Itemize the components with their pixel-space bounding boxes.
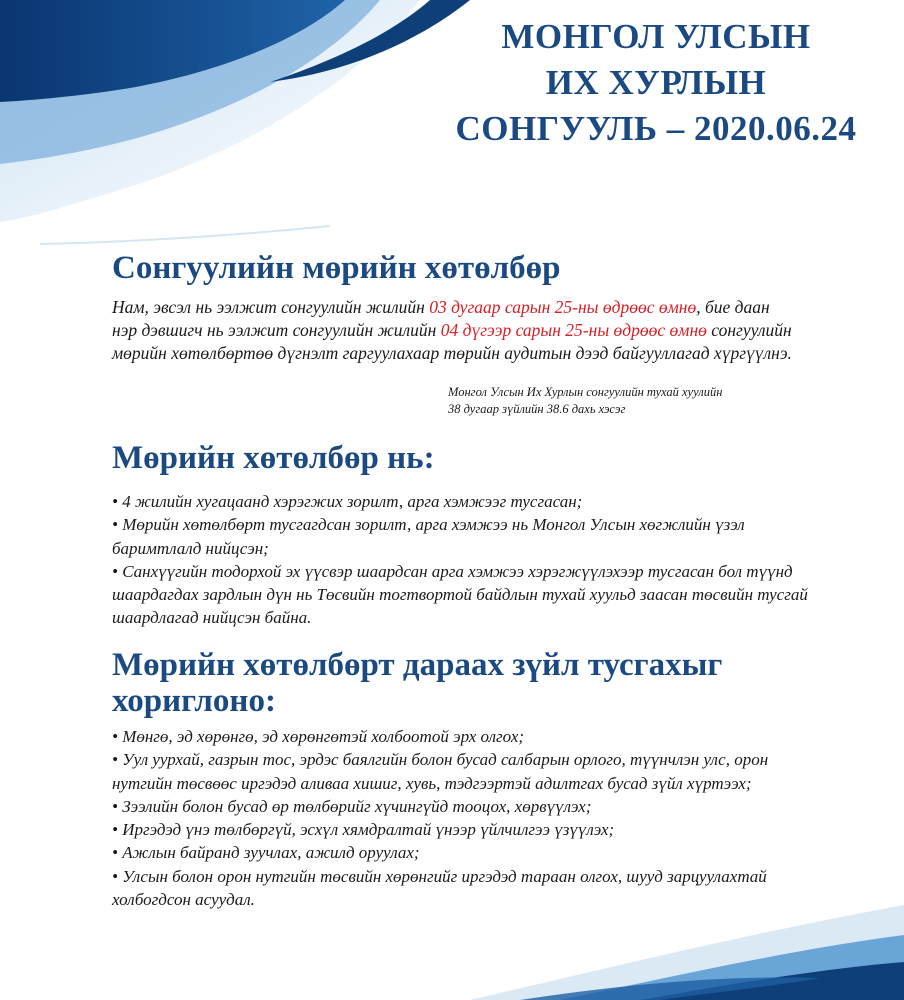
prohibitions-list: [112, 725, 812, 911]
candidate-deadline-highlight: 04 дүгээр сарын 25-ны өдрөөс өмнө: [440, 320, 707, 340]
para-text-3: сонгуулийн мөрийн хөтөлбөртөө дүгнэлт гаргуулахаар төрийн аудитын дээд байгууллагад хүргүүлнэ.: [112, 320, 792, 363]
citation-line-2: 38 дугаар зүйлийн 38.6 дахь хэсэг: [448, 402, 626, 416]
party-deadline-highlight: 03 дугаар сарын 25-ны өдрөөс өмнө: [429, 297, 697, 317]
page-title: [420, 14, 892, 152]
requirements-list: [112, 490, 812, 630]
para-text-1: Нам, эвсэл нь ээлжит сонгуулийн жилийн: [112, 297, 430, 317]
list-item: • Мөрийн хөтөлбөрт тусгагдсан зорилт, арга хэмжээ нь Монгол Улсын хөгжлийн үзэл баримтлалд нийцсэн;: [112, 515, 745, 558]
para-text-2: , бие даан нэр дэвшигч нь ээлжит сонгуулийн жилийн: [112, 297, 770, 340]
title-line-3: СОНГУУЛЬ – 2020.06.24: [455, 109, 857, 148]
citation-line-1: Монгол Улсын Их Хурлын сонгуулийн тухай хуулийн: [448, 385, 723, 399]
section-heading-platform: Сонгуулийн мөрийн хөтөлбөр: [112, 250, 561, 286]
list-item: • Зээлийн болон бусад өр төлбөрийг хүчингүйд тооцох, хөрвүүлэх;: [112, 796, 592, 816]
list-item: • Ажлын байранд зуучлах, ажилд оруулах;: [112, 843, 420, 863]
list-item: • Санхүүгийн тодорхой эх үүсвэр шаардсан арга хэмжээ хэрэгжүүлэхээр тусгасан бол түүнд шаардагдах зардлын дүн нь Төсвийн тогтвортой байдлын тухай хуульд заасан төсвийн тусгай шаардлагад нийцсэн байна.: [112, 561, 808, 628]
section-heading-requirements: Мөрийн хөтөлбөр нь:: [112, 440, 435, 476]
law-citation: [448, 384, 828, 418]
list-item: • Иргэдэд үнэ төлбөргүй, эсхүл хямдралтай үнээр үйлчилгээ үзүүлэх;: [112, 820, 615, 840]
list-item: • Улсын болон орон нутгийн төсвийн хөрөнгийг иргэдэд тараан олгох, шууд зарцуулахтай холбогдсон асуудал.: [112, 866, 767, 910]
list-item: • Мөнгө, эд хөрөнгө, эд хөрөнгөтэй холбоотой эрх олгох;: [112, 727, 525, 746]
title-line-2: ИХ ХУРЛЫН: [545, 63, 767, 102]
section-heading-prohibitions: Мөрийн хөтөлбөрт дараах зүйл тусгахыг хориглоно:: [112, 647, 723, 719]
title-line-1: МОНГОЛ УЛСЫН: [501, 17, 811, 56]
list-item: • Уул уурхай, газрын тос, эрдэс баялгийн болон бусад салбарын орлого, түүнчлэн улс, орон нутгийн төсвөөс иргэдэд аливаа хишиг, хувь, тэдгээртэй адилтгах бусад зүйл хүртээх;: [112, 750, 769, 793]
list-item: • 4 жилийн хугацаанд хэрэгжих зорилт, арга хэмжээг тусгасан;: [112, 492, 583, 511]
platform-deadline-paragraph: [112, 296, 792, 365]
